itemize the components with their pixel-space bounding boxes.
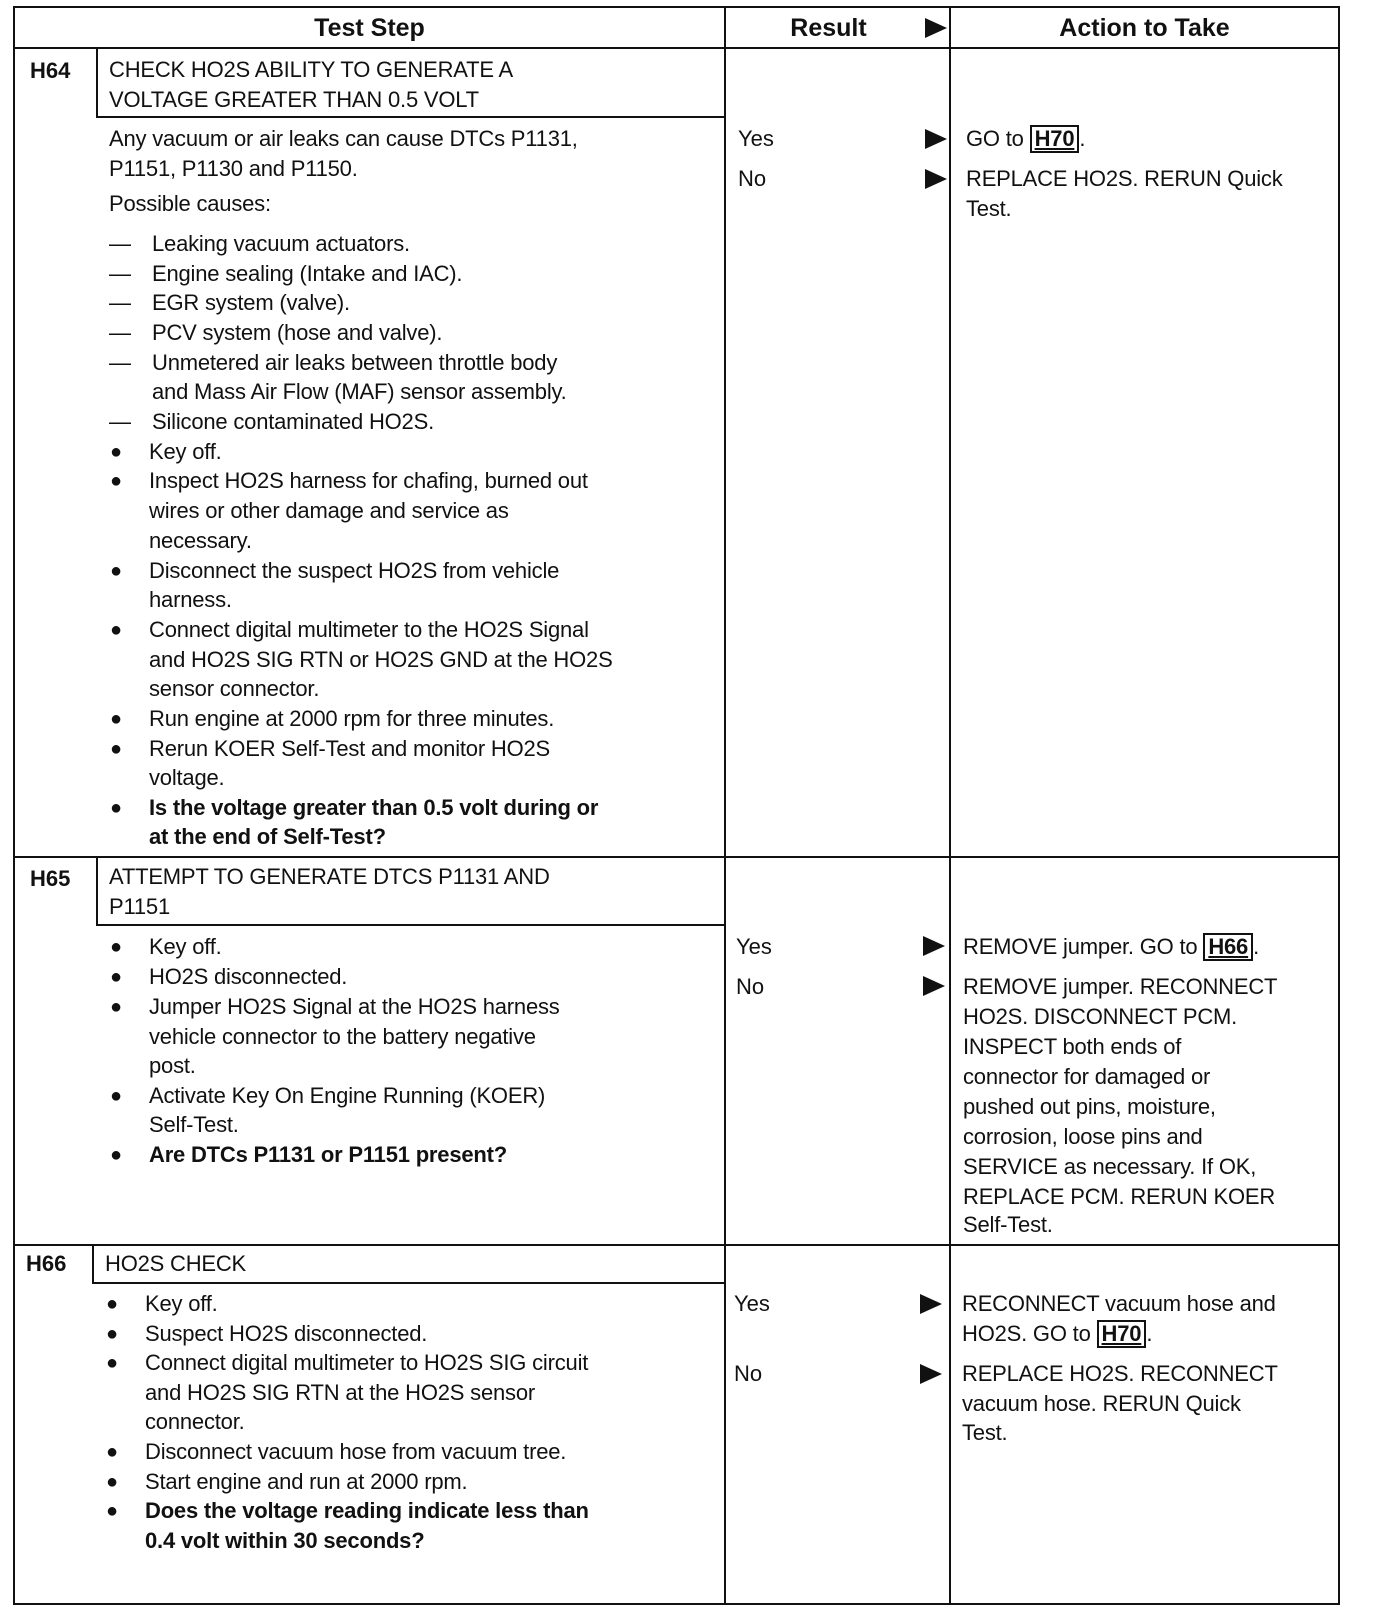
h66-question: 0.4 volt within 30 seconds? xyxy=(145,1528,425,1553)
h66-step: Disconnect vacuum hose from vacuum tree. xyxy=(145,1439,567,1464)
dash-marker: — xyxy=(109,320,131,345)
h65-result-yes: Yes xyxy=(736,934,772,959)
h66-step: Connect digital multimeter to HO2S SIG circuit xyxy=(145,1350,589,1375)
h65-action-no: REPLACE PCM. RERUN KOER xyxy=(963,1184,1276,1209)
h64-step: necessary. xyxy=(149,528,252,553)
step-reference-h70[interactable]: H70 xyxy=(1030,125,1080,153)
action-text: . xyxy=(1079,126,1086,151)
bullet-marker: ● xyxy=(106,1293,119,1315)
step-reference-h70[interactable]: H70 xyxy=(1097,1320,1147,1348)
h64-intro-line: Possible causes: xyxy=(109,191,271,216)
header-action: Action to Take xyxy=(1059,14,1230,42)
bullet-marker: ● xyxy=(110,470,123,492)
bullet-marker: ● xyxy=(106,1500,119,1522)
bullet-marker: ● xyxy=(110,441,123,463)
h65-step: Key off. xyxy=(149,934,222,959)
header-result: Result xyxy=(790,14,867,42)
h64-action-no: REPLACE HO2S. RERUN Quick xyxy=(966,166,1283,191)
column-divider-result xyxy=(724,6,726,1605)
h66-title: HO2S CHECK xyxy=(105,1251,247,1276)
h65-question: Are DTCs P1131 or P1151 present? xyxy=(149,1142,508,1167)
h65-step: Activate Key On Engine Running (KOER) xyxy=(149,1083,546,1108)
h65-action-no: INSPECT both ends of xyxy=(963,1034,1182,1059)
h65-code: H65 xyxy=(30,866,71,891)
h64-title-rule xyxy=(96,116,724,118)
h64-cause: EGR system (valve). xyxy=(152,290,350,315)
h64-cause: Engine sealing (Intake and IAC). xyxy=(152,261,463,286)
bullet-marker: ● xyxy=(106,1471,119,1493)
h64-code: H64 xyxy=(30,58,71,83)
h65-result-no: No xyxy=(736,974,765,999)
step-reference-h66[interactable]: H66 xyxy=(1203,933,1253,961)
action-text: . xyxy=(1146,1321,1153,1346)
h65-title: ATTEMPT TO GENERATE DTCS P1131 AND P1151 xyxy=(109,864,550,919)
bullet-marker: ● xyxy=(110,966,123,988)
bullet-marker: ● xyxy=(110,738,123,760)
h66-step: and HO2S SIG RTN at the HO2S sensor xyxy=(145,1380,535,1405)
h64-result-no: No xyxy=(738,166,767,191)
dash-marker: — xyxy=(109,350,131,375)
bullet-marker: ● xyxy=(110,1085,123,1107)
h64-action-yes xyxy=(966,124,1085,154)
h65-step: vehicle connector to the battery negative xyxy=(149,1024,536,1049)
h66-code-divider xyxy=(92,1244,94,1284)
bullet-marker: ● xyxy=(110,996,123,1018)
h64-step: Run engine at 2000 rpm for three minutes. xyxy=(149,706,555,731)
h66-action-yes: RECONNECT vacuum hose and xyxy=(962,1291,1276,1316)
dash-marker: — xyxy=(109,409,131,434)
h64-cause: Leaking vacuum actuators. xyxy=(152,231,410,256)
bullet-marker: ● xyxy=(110,797,123,819)
h66-step: connector. xyxy=(145,1409,245,1434)
header-arrow-icon xyxy=(925,18,947,38)
row-separator-h65 xyxy=(13,856,1340,858)
h66-step: Suspect HO2S disconnected. xyxy=(145,1321,428,1346)
h65-action-no: connector for damaged or xyxy=(963,1064,1211,1089)
h66-action-yes xyxy=(962,1319,1152,1349)
h64-no-arrow-icon xyxy=(925,169,947,189)
h65-title-rule xyxy=(96,924,724,926)
bullet-marker: ● xyxy=(106,1323,119,1345)
action-text: REMOVE jumper. GO to xyxy=(963,934,1198,959)
h64-yes-arrow-icon xyxy=(925,129,947,149)
h64-question: Is the voltage greater than 0.5 volt during or xyxy=(149,795,599,820)
h65-action-no: pushed out pins, moisture, xyxy=(963,1094,1216,1119)
h66-no-arrow-icon xyxy=(920,1364,942,1384)
h64-step: and HO2S SIG RTN or HO2S GND at the HO2S xyxy=(149,647,613,672)
h65-action-no: corrosion, loose pins and xyxy=(963,1124,1203,1149)
h64-title: CHECK HO2S ABILITY TO GENERATE A VOLTAGE GREATER THAN 0.5 VOLT xyxy=(109,57,513,112)
h64-step: Disconnect the suspect HO2S from vehicle xyxy=(149,558,560,583)
h65-step: HO2S disconnected. xyxy=(149,964,348,989)
h64-cause: Silicone contaminated HO2S. xyxy=(152,409,434,434)
h64-step: voltage. xyxy=(149,765,225,790)
h64-step: Rerun KOER Self-Test and monitor HO2S xyxy=(149,736,550,761)
bullet-marker: ● xyxy=(106,1441,119,1463)
action-text: . xyxy=(1253,934,1260,959)
bullet-marker: ● xyxy=(110,936,123,958)
header-test-step: Test Step xyxy=(314,14,425,42)
h66-question: Does the voltage reading indicate less than xyxy=(145,1498,589,1523)
h65-action-no: SERVICE as necessary. If OK, xyxy=(963,1154,1257,1179)
h65-action-no: HO2S. DISCONNECT PCM. xyxy=(963,1004,1238,1029)
column-divider-action xyxy=(949,6,951,1605)
h64-cause: and Mass Air Flow (MAF) sensor assembly. xyxy=(152,379,567,404)
bullet-marker: ● xyxy=(110,1144,123,1166)
dash-marker: — xyxy=(109,261,131,286)
h65-code-divider xyxy=(96,856,98,926)
h65-action-no: REMOVE jumper. RECONNECT xyxy=(963,974,1278,999)
h64-step: Inspect HO2S harness for chafing, burned out xyxy=(149,468,588,493)
h66-action-no: REPLACE HO2S. RECONNECT xyxy=(962,1361,1278,1386)
action-text: GO to xyxy=(966,126,1024,151)
h66-step: Start engine and run at 2000 rpm. xyxy=(145,1469,468,1494)
bullet-marker: ● xyxy=(110,560,123,582)
dash-marker: — xyxy=(109,231,131,256)
h64-step: wires or other damage and service as xyxy=(149,498,509,523)
h66-code: H66 xyxy=(26,1251,67,1276)
bullet-marker: ● xyxy=(110,708,123,730)
dash-marker: — xyxy=(109,290,131,315)
h64-question: at the end of Self-Test? xyxy=(149,824,386,849)
h66-action-no: Test. xyxy=(962,1420,1008,1445)
h65-step: Jumper HO2S Signal at the HO2S harness xyxy=(149,994,560,1019)
h65-action-yes xyxy=(963,932,1259,962)
bullet-marker: ● xyxy=(110,619,123,641)
h66-result-no: No xyxy=(734,1361,763,1386)
h64-code-divider xyxy=(96,47,98,118)
row-separator-h66 xyxy=(13,1244,1340,1246)
h64-action-no: Test. xyxy=(966,196,1012,221)
h64-result-yes: Yes xyxy=(738,126,774,151)
h66-title-rule xyxy=(92,1282,724,1284)
h65-no-arrow-icon xyxy=(923,976,945,996)
h64-step: harness. xyxy=(149,587,232,612)
h64-cause: Unmetered air leaks between throttle body xyxy=(152,350,558,375)
h66-yes-arrow-icon xyxy=(920,1294,942,1314)
h64-intro-line: Any vacuum or air leaks can cause DTCs P1131, xyxy=(109,126,578,151)
h64-step: Connect digital multimeter to the HO2S Signal xyxy=(149,617,589,642)
h64-step: sensor connector. xyxy=(149,676,320,701)
h65-yes-arrow-icon xyxy=(923,936,945,956)
h65-step: post. xyxy=(149,1053,196,1078)
h65-action-no: Self-Test. xyxy=(963,1212,1053,1237)
h64-intro-line: P1151, P1130 and P1150. xyxy=(109,156,358,181)
action-text: HO2S. GO to xyxy=(962,1321,1091,1346)
h65-step: Self-Test. xyxy=(149,1112,239,1137)
h66-result-yes: Yes xyxy=(734,1291,770,1316)
h64-cause: PCV system (hose and valve). xyxy=(152,320,443,345)
h66-action-no: vacuum hose. RERUN Quick xyxy=(962,1391,1241,1416)
h64-step: Key off. xyxy=(149,439,222,464)
bullet-marker: ● xyxy=(106,1352,119,1374)
h66-step: Key off. xyxy=(145,1291,218,1316)
